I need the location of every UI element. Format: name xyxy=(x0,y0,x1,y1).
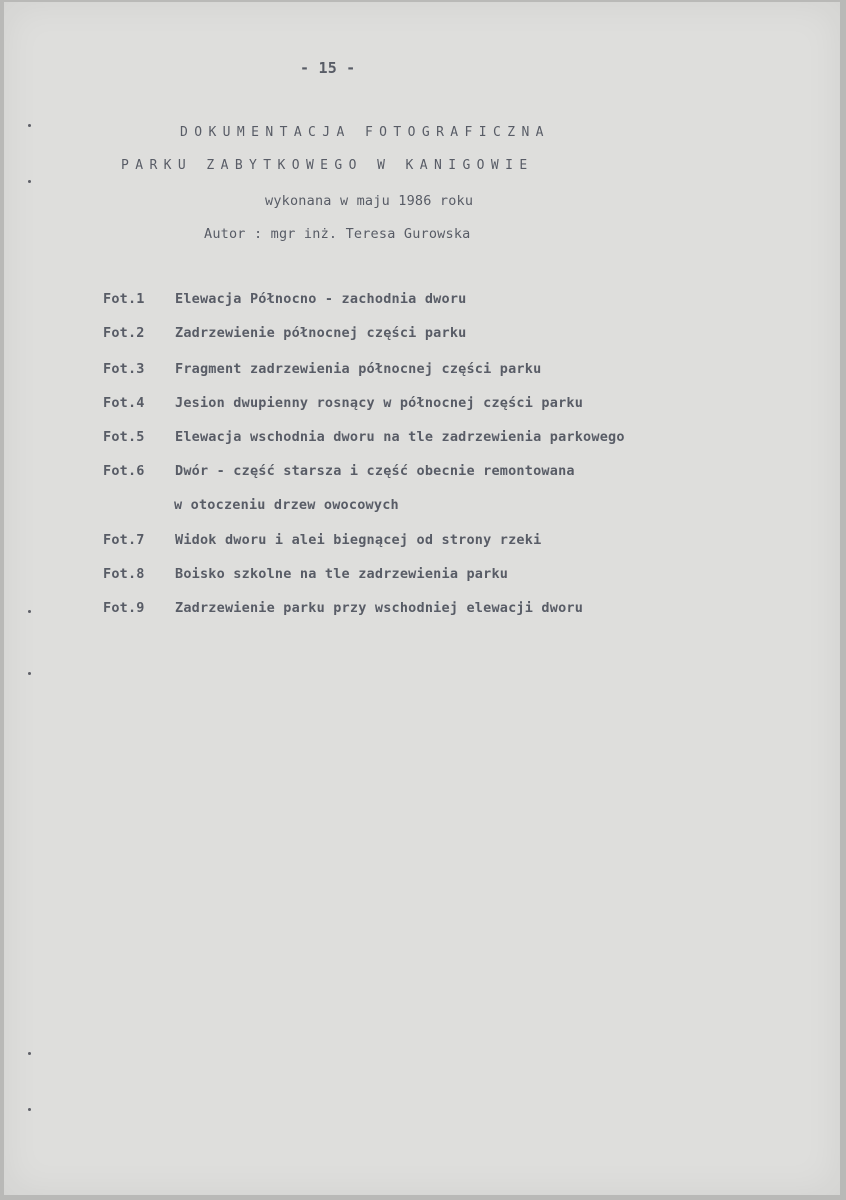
punch-hole-mark xyxy=(28,1052,31,1055)
photo-entry-4 xyxy=(4,397,840,417)
photo-description: Dwór - część starsza i część obecnie remontowana xyxy=(175,463,575,479)
photo-description: Widok dworu i alei biegnącej od strony rzeki xyxy=(175,532,542,548)
document-subtitle: wykonana w maju 1986 roku xyxy=(265,193,474,209)
photo-description: Elewacja Północno - zachodnia dworu xyxy=(175,291,467,307)
photo-entry-1 xyxy=(4,293,840,313)
photo-description: Elewacja wschodnia dworu na tle zadrzewienia parkowego xyxy=(175,429,625,445)
photo-entry-7 xyxy=(4,534,840,554)
photo-number: Fot.9 xyxy=(103,600,145,616)
photo-entry-3 xyxy=(4,363,840,383)
photo-entry-6-continuation xyxy=(4,499,840,519)
punch-hole-mark xyxy=(28,180,31,183)
photo-entry-8 xyxy=(4,568,840,588)
photo-description-continuation: w otoczeniu drzew owocowych xyxy=(174,497,399,513)
photo-number: Fot.7 xyxy=(103,532,145,548)
document-title-line-1: DOKUMENTACJA FOTOGRAFICZNA xyxy=(180,125,550,140)
photo-entry-6 xyxy=(4,465,840,485)
photo-number: Fot.8 xyxy=(103,566,145,582)
photo-description: Boisko szkolne na tle zadrzewienia parku xyxy=(175,566,509,582)
photo-number: Fot.1 xyxy=(103,291,145,307)
photo-number: Fot.6 xyxy=(103,463,145,479)
punch-hole-mark xyxy=(28,1108,31,1111)
document-author: Autor : mgr inż. Teresa Gurowska xyxy=(204,226,471,242)
photo-number: Fot.2 xyxy=(103,325,145,341)
document-page xyxy=(4,2,840,1195)
punch-hole-mark xyxy=(28,124,31,127)
photo-entry-5 xyxy=(4,431,840,451)
photo-description: Zadrzewienie parku przy wschodniej elewacji dworu xyxy=(175,600,584,616)
photo-entry-2 xyxy=(4,327,840,347)
page-number: - 15 - xyxy=(300,59,356,77)
punch-hole-mark xyxy=(28,672,31,675)
photo-number: Fot.5 xyxy=(103,429,145,445)
photo-entry-9 xyxy=(4,602,840,622)
photo-number: Fot.3 xyxy=(103,361,145,377)
photo-description: Zadrzewienie północnej części parku xyxy=(175,325,467,341)
photo-number: Fot.4 xyxy=(103,395,145,411)
punch-hole-mark xyxy=(28,610,31,613)
photo-description: Fragment zadrzewienia północnej części parku xyxy=(175,361,542,377)
document-title-line-2: PARKU ZABYTKOWEGO W KANIGOWIE xyxy=(121,158,534,173)
photo-description: Jesion dwupienny rosnący w północnej części parku xyxy=(175,395,584,411)
